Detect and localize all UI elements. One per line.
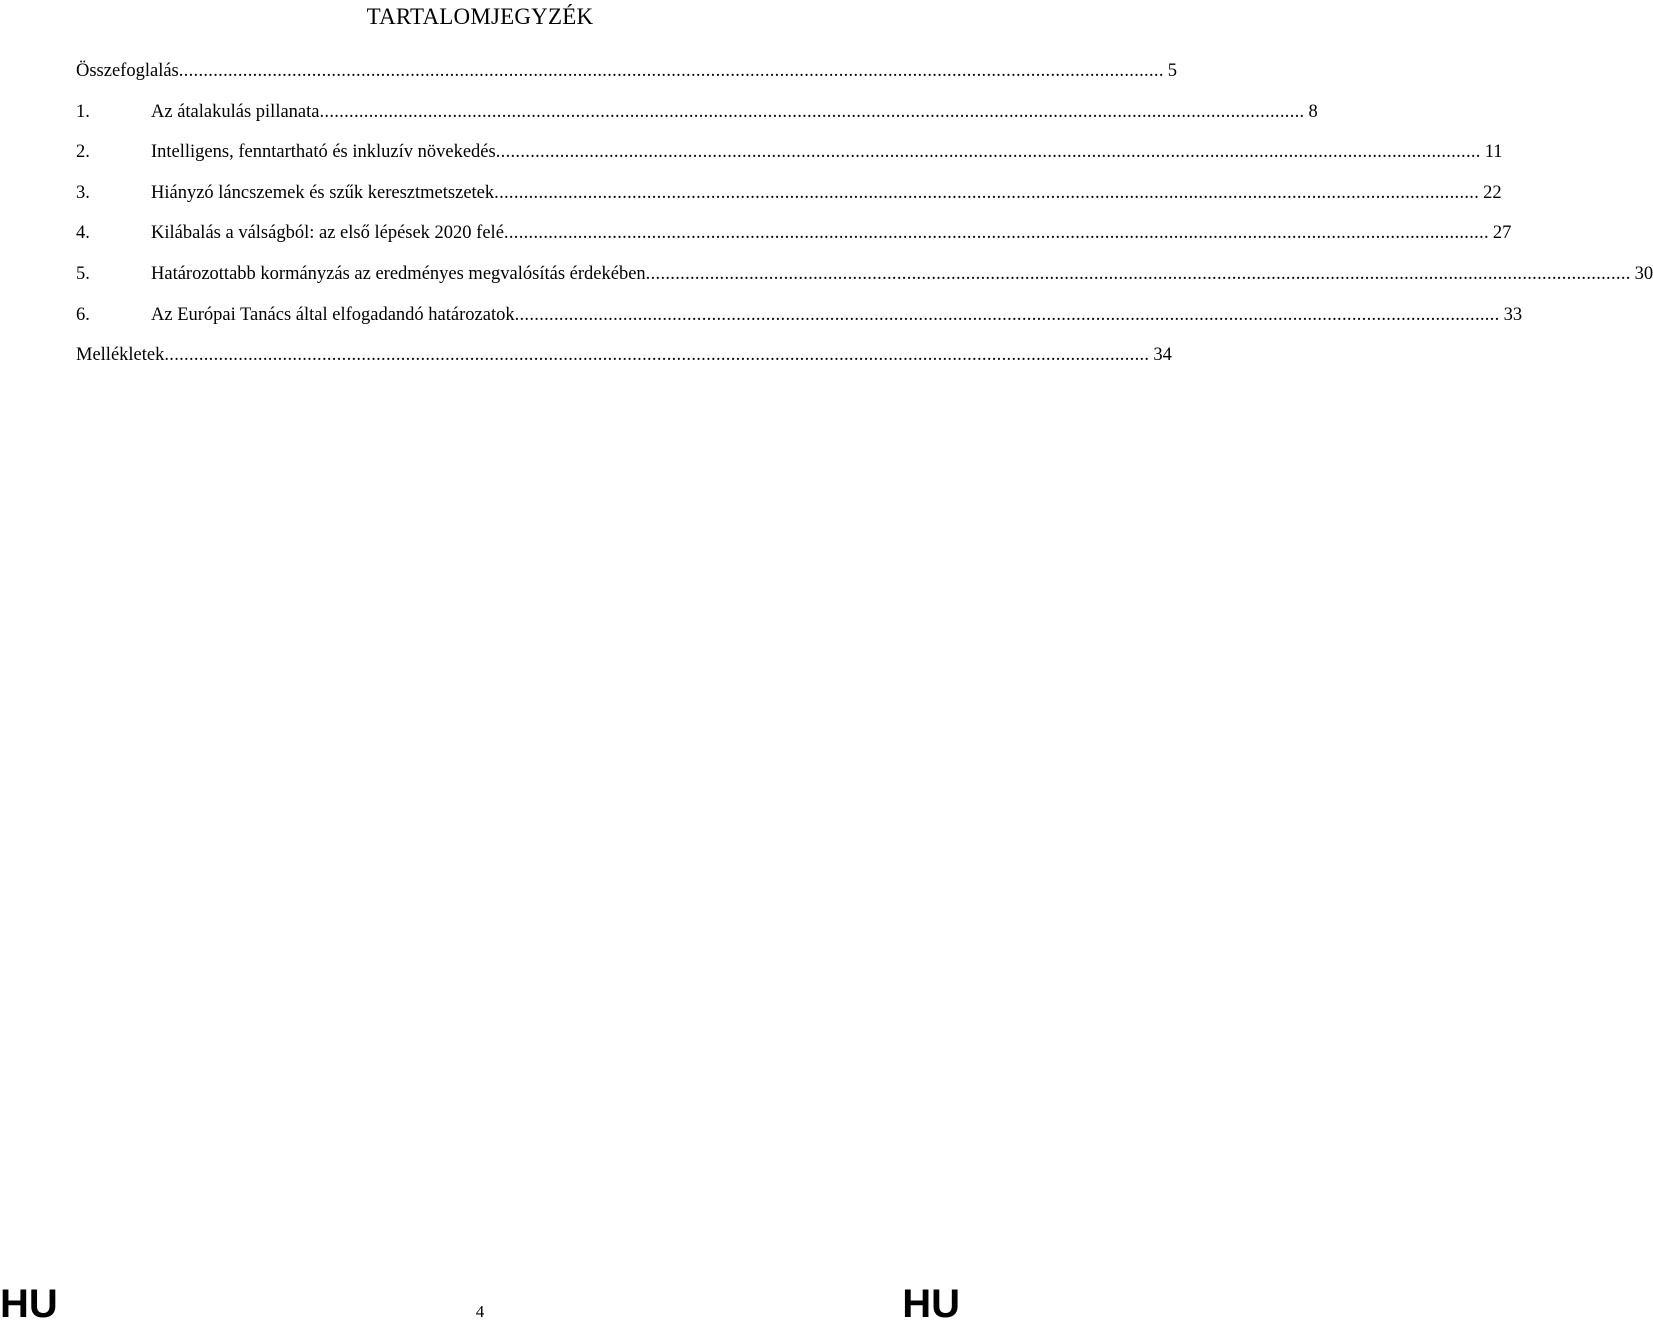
toc-entry-page: 22 xyxy=(1483,182,1502,203)
toc-entry-title: Összefoglalás xyxy=(76,61,179,81)
toc-entry-6[interactable] xyxy=(76,300,1523,341)
toc-entry-annexes[interactable] xyxy=(76,340,1172,381)
toc-leader-dots: ........................................................................................................................................................................................................ xyxy=(495,142,1481,163)
toc-entry-page: 30 xyxy=(1634,263,1653,284)
toc-entry-title: Az átalakulás pillanata xyxy=(151,101,320,122)
toc-entry-number: 5. xyxy=(76,263,90,284)
toc-entry-page: 11 xyxy=(1484,142,1503,163)
toc-entry-number: 6. xyxy=(76,304,90,325)
toc-entry-title: Határozottabb kormányzás az eredményes megvalósítás érdekében xyxy=(151,263,646,284)
toc-entry-1[interactable] xyxy=(76,97,1318,138)
toc-entry-3[interactable] xyxy=(76,178,1502,219)
toc-entry-number: 2. xyxy=(76,142,90,163)
toc-entry-number: 3. xyxy=(76,182,90,203)
toc-entry-title: Intelligens, fenntartható és inkluzív növekedés xyxy=(151,142,496,163)
footer-language-label-left: HU xyxy=(0,1282,58,1326)
toc-leader-dots: ........................................................................................................................................................................................................ xyxy=(319,101,1305,122)
toc-leader-dots: ........................................................................................................................................................................................................ xyxy=(494,182,1480,203)
toc-leader-dots: ........................................................................................................................................................................................................ xyxy=(503,223,1489,244)
toc-entry-5[interactable] xyxy=(76,259,1653,300)
toc-entry-page: 34 xyxy=(1153,345,1172,366)
toc-entry-title: Mellékletek xyxy=(76,345,165,366)
toc-entry-number: 1. xyxy=(76,101,90,122)
table-of-contents xyxy=(76,56,1653,381)
toc-entry-title: Kilábalás a válságból: az első lépések 2020 felé xyxy=(151,223,504,244)
page-title: TARTALOMJEGYZÉK xyxy=(366,4,594,29)
toc-entry-summary[interactable] xyxy=(76,56,1177,97)
toc-entry-title: Az Európai Tanács által elfogadandó határozatok xyxy=(151,304,515,325)
toc-leader-dots: ........................................................................................................................................................................................................ xyxy=(164,345,1150,366)
footer-language-label-right: HU xyxy=(902,1282,960,1326)
toc-entry-title: Hiányzó láncszemek és szűk keresztmetszetek xyxy=(151,182,495,203)
toc-entry-page: 27 xyxy=(1492,223,1512,244)
toc-entry-page: 33 xyxy=(1503,304,1523,325)
toc-leader-dots: ........................................................................................................................................................................................................ xyxy=(178,61,1164,81)
toc-leader-dots: ........................................................................................................................................................................................................ xyxy=(645,263,1631,284)
toc-leader-dots: ........................................................................................................................................................................................................ xyxy=(514,304,1500,325)
toc-entry-4[interactable] xyxy=(76,218,1512,259)
toc-entry-number: 4. xyxy=(76,223,90,244)
toc-entry-2[interactable] xyxy=(76,137,1503,178)
toc-entry-page: 8 xyxy=(1308,101,1318,122)
toc-entry-page: 5 xyxy=(1167,61,1177,81)
page-number: 4 xyxy=(475,1302,485,1321)
